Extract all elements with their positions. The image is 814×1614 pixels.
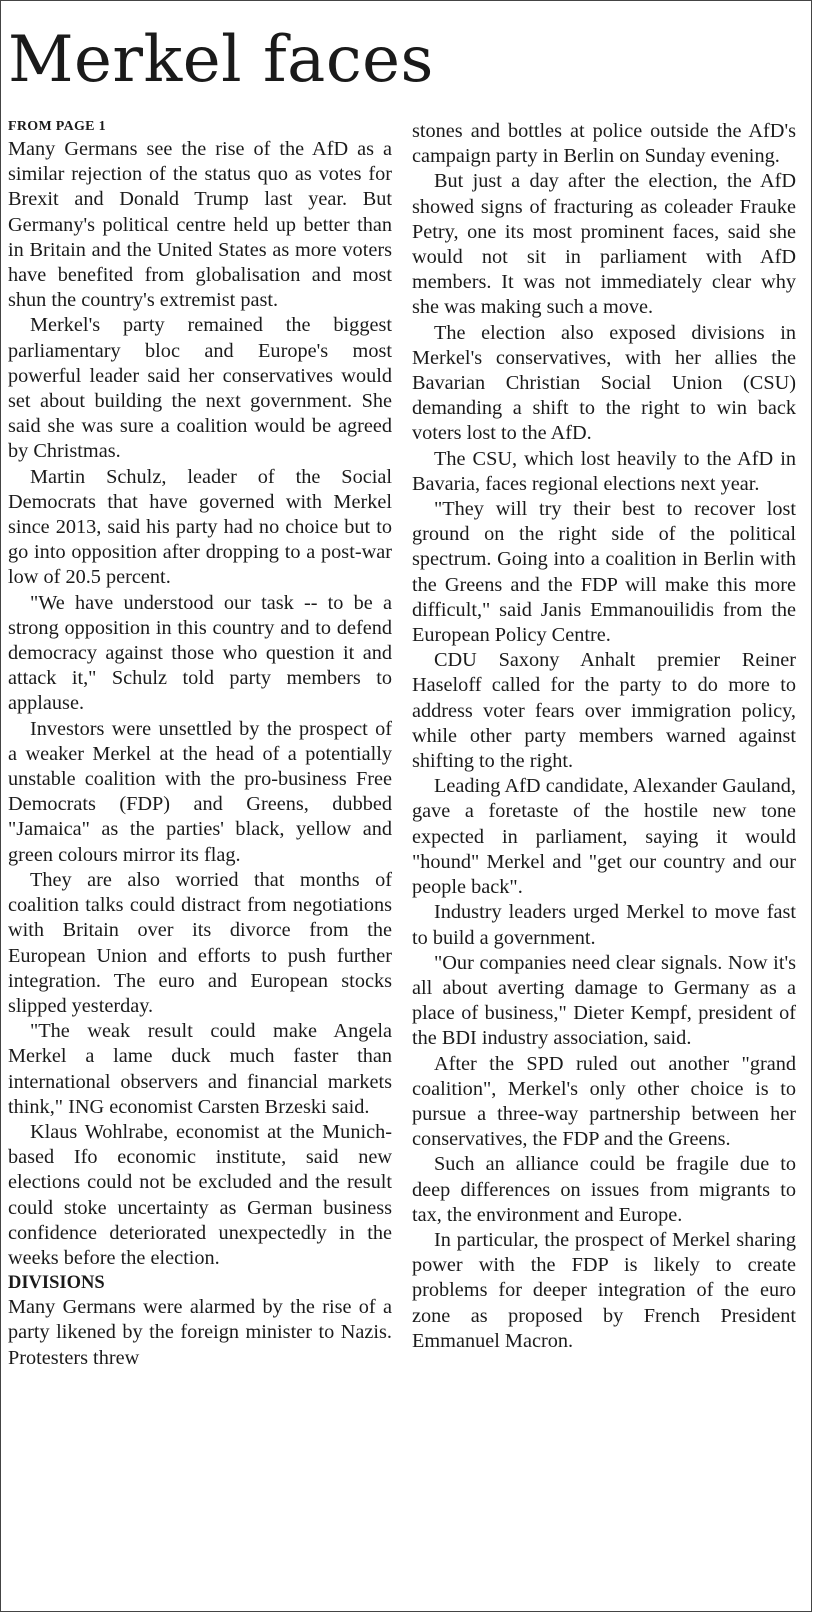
body-paragraph: Investors were unsettled by the prospect of a weaker Merkel at the head of a potentially unstable coalition with the pro-business Free Democrats (FDP) and Greens, dubbed "Jamaica" as the parties' black, yellow and green colours mirror its flag. xyxy=(8,717,392,866)
body-paragraph: CDU Saxony Anhalt premier Reiner Haseloff called for the party to do more to address voter fears over immigration policy, while other party members warned against shifting to the right. xyxy=(412,649,796,773)
section-subheading: DIVISIONS xyxy=(8,1273,105,1294)
body-paragraph: In particular, the prospect of Merkel sharing power with the FDP is likely to create problems for deeper integration of the euro zone as proposed by French President Emmanuel Macron. xyxy=(412,1228,796,1352)
body-paragraph: The election also exposed divisions in Merkel's conservatives, with her allies the Bavarian Christian Social Union (CSU) demanding a shift to the right to win back voters lost to the AfD. xyxy=(412,321,796,445)
body-paragraph: Many Germans were alarmed by the rise of a party likened by the foreign minister to Nazis. Protesters threw xyxy=(8,1296,392,1369)
right-column xyxy=(412,119,796,1354)
headline: Merkel faces xyxy=(8,23,434,97)
body-paragraph: Merkel's party remained the biggest parliamentary bloc and Europe's most powerful leader said her conservatives would set about building the next government. She said she was sure a coalition would be agreed by Christmas. xyxy=(8,314,392,463)
body-paragraph: Leading AfD candidate, Alexander Gauland, gave a foretaste of the hostile new tone expected in parliament, saying it would "hound" Merkel and "get our country and our people back". xyxy=(412,775,796,899)
body-paragraph: Such an alliance could be fragile due to deep differences on issues from migrants to tax, the environment and Europe. xyxy=(412,1153,796,1226)
body-paragraph: Klaus Wohlrabe, economist at the Munich-based Ifo economic institute, said new elections could not be excluded and the result could stoke uncertainty as German business confidence deteriorated unexpectedly in the weeks before the election. xyxy=(8,1120,392,1269)
source-label: FROM PAGE 1 xyxy=(8,119,106,134)
body-paragraph: "We have understood our task -- to be a strong opposition in this country and to defend democracy against those who question it and attack it," Schulz told party members to applause. xyxy=(8,591,392,715)
body-paragraph: After the SPD ruled out another "grand coalition", Merkel's only other choice is to pursue a three-way partnership between her conservatives, the FDP and the Greens. xyxy=(412,1052,796,1151)
body-paragraph: Industry leaders urged Merkel to move fast to build a government. xyxy=(412,901,796,949)
body-paragraph: "Our companies need clear signals. Now it's all about averting damage to Germany as a place of business," Dieter Kempf, president of the BDI industry association, said. xyxy=(412,951,796,1050)
body-paragraph: Martin Schulz, leader of the Social Democrats that have governed with Merkel since 2013, said his party had no choice but to go into opposition after dropping to a post-war low of 20.5 percent. xyxy=(8,465,392,589)
body-paragraph: But just a day after the election, the AfD showed signs of fracturing as coleader Frauke Petry, one its most prominent faces, said she would not sit in parliament with AfD members. It was not immediately clear why she was making such a move. xyxy=(412,170,796,319)
body-paragraph: stones and bottles at police outside the AfD's campaign party in Berlin on Sunday evening. xyxy=(412,120,796,168)
left-column xyxy=(8,118,392,1371)
body-paragraph: "The weak result could make Angela Merkel a lame duck much faster than international observers and financial markets think," ING economist Carsten Brzeski said. xyxy=(8,1020,392,1118)
body-paragraph: They are also worried that months of coalition talks could distract from negotiations with Britain over its divorce from the European Union and efforts to push further integration. The euro and European stocks slipped yesterday. xyxy=(8,868,392,1017)
body-paragraph: Many Germans see the rise of the AfD as a similar rejection of the status quo as votes for Brexit and Donald Trump last year. But Germany's political centre held up better than in Britain and the United States as more voters have benefited from globalisation and most shun the country's extremist past. xyxy=(8,138,392,312)
body-paragraph: "They will try their best to recover lost ground on the right side of the political spectrum. Going into a coalition in Berlin with the Greens and the FDP will make this more difficult," said Janis Emmanouilidis from the European Policy Centre. xyxy=(412,498,796,647)
body-paragraph: The CSU, which lost heavily to the AfD in Bavaria, faces regional elections next year. xyxy=(412,447,796,495)
